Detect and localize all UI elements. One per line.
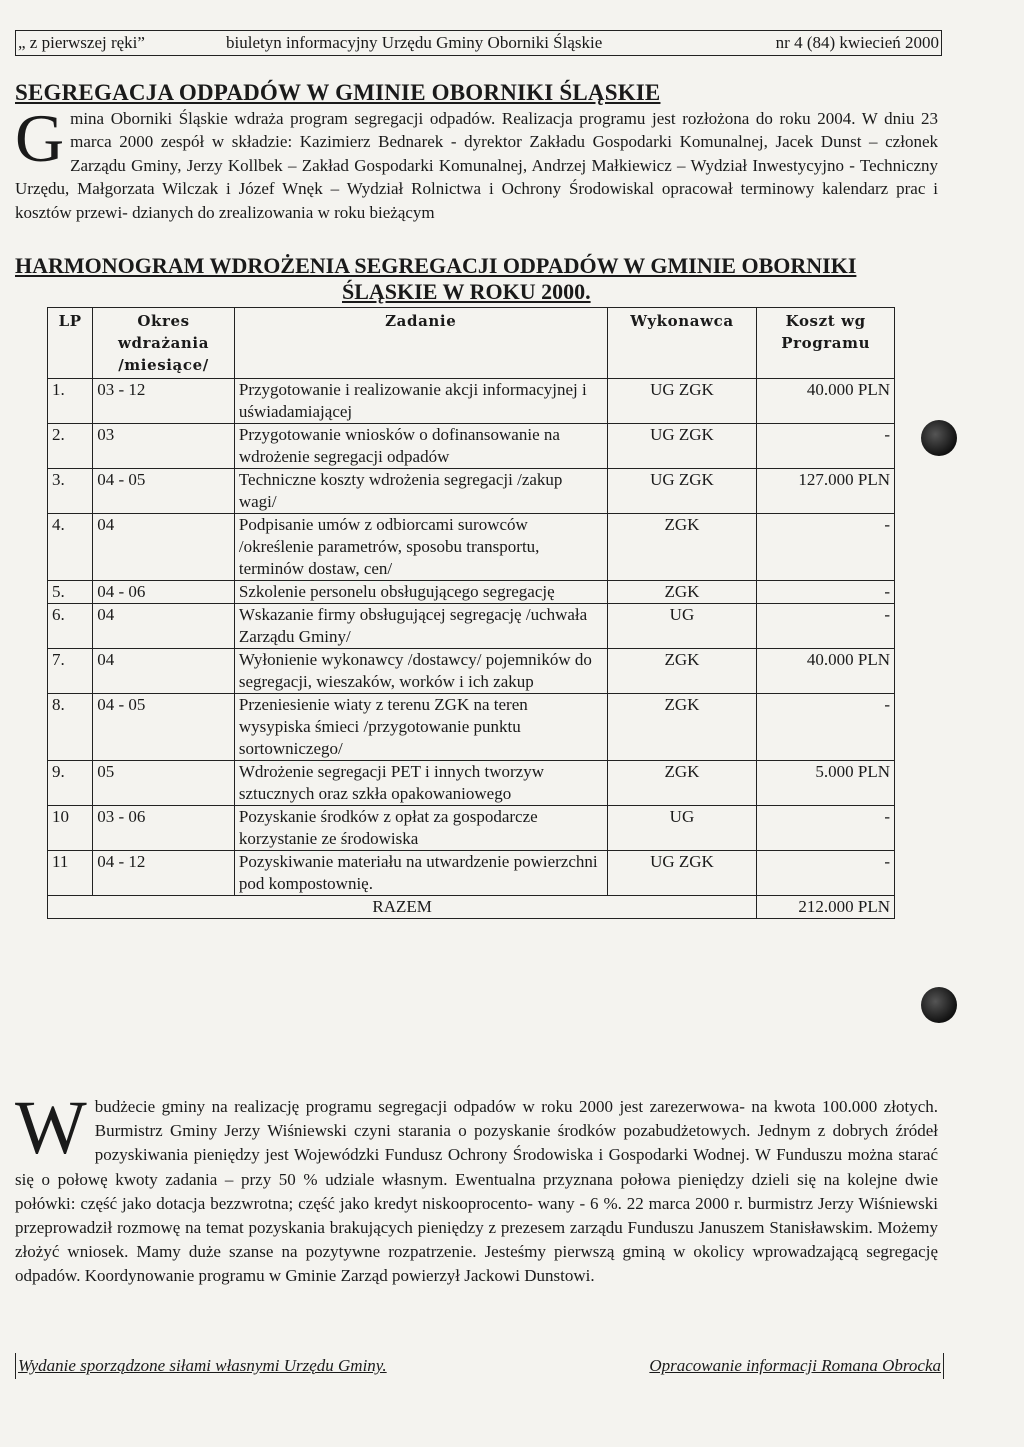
cell-wykonawca: UG [607,806,757,851]
cell-koszt: 5.000 PLN [757,761,895,806]
cell-wykonawca: UG ZGK [607,424,757,469]
binder-hole-icon [921,420,957,456]
cell-okres: 03 - 12 [93,379,235,424]
table-total-row [48,896,895,919]
cell-koszt: - [757,581,895,604]
cell-lp: 7. [48,649,93,694]
col-header-wykonawca: Wykonawca [607,308,757,379]
cell-koszt: 40.000 PLN [757,649,895,694]
col-header-koszt: Koszt wg Programu [757,308,895,379]
cell-lp: 9. [48,761,93,806]
cell-zadanie: Wyłonienie wykonawcy /dostawcy/ pojemników do segregacji, wieszaków, worków i ich zakup [234,649,607,694]
footer-author-note: Opracowanie informacji Romana Obrocka [649,1353,944,1379]
schedule-table [47,307,895,919]
cell-koszt: 127.000 PLN [757,469,895,514]
cell-koszt: - [757,514,895,581]
col-header-okres: Okres wdrażania /miesiące/ [93,308,235,379]
table-row [48,581,895,604]
cell-lp: 2. [48,424,93,469]
table-row [48,851,895,896]
table-row [48,604,895,649]
bulletin-header [15,30,942,56]
table-row [48,649,895,694]
header-issue: nr 4 (84) kwiecień 2000 [775,33,939,52]
cell-zadanie: Wskazanie firmy obsługującej segregację /uchwała Zarządu Gminy/ [234,604,607,649]
schedule-title-line2: ŚLĄSKIE W ROKU 2000. [342,279,591,304]
cell-koszt: - [757,694,895,761]
cell-zadanie: Szkolenie personelu obsługującego segregację [234,581,607,604]
cell-lp: 11 [48,851,93,896]
table-row [48,694,895,761]
cell-koszt: - [757,604,895,649]
cell-wykonawca: ZGK [607,694,757,761]
cell-lp: 3. [48,469,93,514]
cell-koszt: - [757,806,895,851]
cell-zadanie: Pozyskanie środków z opłat za gospodarcze korzystanie ze środowiska [234,806,607,851]
cell-okres: 04 - 12 [93,851,235,896]
cell-okres: 04 - 05 [93,469,235,514]
cell-lp: 5. [48,581,93,604]
cell-okres: 04 [93,514,235,581]
binder-hole-icon [921,987,957,1023]
table-row [48,424,895,469]
page-title: SEGREGACJA ODPADÓW W GMINIE OBORNIKI ŚLĄSKIE [15,80,661,105]
table-header-row [48,308,895,379]
cell-zadanie: Przeniesienie wiaty z terenu ZGK na teren wysypiska śmieci /przygotowanie punktu sortowniczego/ [234,694,607,761]
funding-dropcap: W [15,1086,87,1170]
cell-wykonawca: UG ZGK [607,469,757,514]
cell-lp: 8. [48,694,93,761]
cell-koszt: - [757,851,895,896]
cell-okres: 04 - 06 [93,581,235,604]
intro-text: mina Oborniki Śląskie wdraża program segregacji odpadów. Realizacja programu jest rozłożona do roku 2004. W dniu 23 marca 2000 zespół w składzie: Kazimierz Bednarek - dyrektor Zakładu Gospodarki Komunalnej, Jacek Dunst – członek Zarządu Gminy, Jerzy Kollbek – Zakład Gospodarki Komunalnej, Andrzej Małkiewicz – Wydział Inwestycyjno - Techniczny Urzędu, Małgorzata Wilczak i Józef Wnęk – Wydział Rolnictwa i Ochrony Środowiskal opracował terminowy kalendarz prac i kosztów przewi- dzianych do zrealizowania w roku bieżącym [15,109,938,222]
total-label: RAZEM [48,896,757,919]
table-row [48,514,895,581]
cell-okres: 03 - 06 [93,806,235,851]
cell-zadanie: Przygotowanie wniosków o dofinansowanie na wdrożenie segregacji odpadów [234,424,607,469]
footer-edition-note: Wydanie sporządzone siłami własnymi Urzędu Gminy. [15,1353,387,1379]
cell-zadanie: Pozyskiwanie materiału na utwardzenie powierzchni pod kompostownię. [234,851,607,896]
cell-wykonawca: ZGK [607,761,757,806]
schedule-title: HARMONOGRAM WDROŻENIA SEGREGACJI ODPADÓW W GMINIE OBORNIKI [15,253,857,278]
table-row [48,806,895,851]
total-value: 212.000 PLN [757,896,895,919]
cell-lp: 1. [48,379,93,424]
cell-zadanie: Techniczne koszty wdrożenia segregacji /zakup wagi/ [234,469,607,514]
cell-wykonawca: UG ZGK [607,851,757,896]
intro-dropcap: G [15,100,65,176]
cell-lp: 10 [48,806,93,851]
cell-okres: 04 [93,604,235,649]
intro-paragraph [15,100,938,224]
cell-okres: 05 [93,761,235,806]
cell-koszt: - [757,424,895,469]
col-header-zadanie: Zadanie [234,308,607,379]
cell-wykonawca: ZGK [607,514,757,581]
cell-okres: 03 [93,424,235,469]
funding-paragraph [15,1086,938,1289]
table-row [48,761,895,806]
cell-wykonawca: ZGK [607,581,757,604]
cell-wykonawca: UG ZGK [607,379,757,424]
cell-zadanie: Podpisanie umów z odbiorcami surowców /określenie parametrów, sposobu transportu, terminów dostaw, cen/ [234,514,607,581]
cell-koszt: 40.000 PLN [757,379,895,424]
cell-zadanie: Wdrożenie segregacji PET i innych tworzyw sztucznych oraz szkła opakowaniowego [234,761,607,806]
cell-wykonawca: ZGK [607,649,757,694]
cell-okres: 04 - 05 [93,694,235,761]
col-header-lp: LP [48,308,93,379]
cell-zadanie: Przygotowanie i realizowanie akcji informacyjnej i uświadamiającej [234,379,607,424]
funding-text: budżecie gminy na realizację programu segregacji odpadów w roku 2000 jest zarezerwowa- na kwota 100.000 złotych. Burmistrz Gminy Jerzy Wiśniewski czyni starania o pozyskanie środków pozabudżetowych. Jednym z dobrych źródeł pozyskiwania pieniędzy jest Wojewódzki Fundusz Ochrony Środowiska i Gospodarki Wodnej. W Funduszu można starać się o połowę kwoty zadania – przy 50 % udziale własnym. Ewentualna przyznana połowa pieniędzy dzieli się na kolejne dwie połówki: część jako dotacja bezzwrotna; część jako kredyt niskooprocento- wany - 6 %. 22 marca 2000 r. burmistrz Jerzy Wiśniewski przeprowadził rozmowę na temat pozyskania brakujących pieniędzy z prezesem zarządu Funduszu Januszem Stanisławskim. Możemy złożyć wniosek. Mamy duże szanse na pozytywne rozpatrzenie. Jesteśmy pierwszą gminą w okolicy wprowadzającą segregację odpadów. Koordynowanie programu w Gminie Zarząd powierzył Jackowi Dunstowi. [15,1097,938,1286]
header-publication: biuletyn informacyjny Urzędu Gminy Oborniki Śląskie [226,33,603,52]
header-tagline: „ z pierwszej ręki” [18,33,145,52]
cell-lp: 6. [48,604,93,649]
table-row [48,379,895,424]
cell-wykonawca: UG [607,604,757,649]
cell-lp: 4. [48,514,93,581]
table-row [48,469,895,514]
cell-okres: 04 [93,649,235,694]
table-body [48,379,895,896]
